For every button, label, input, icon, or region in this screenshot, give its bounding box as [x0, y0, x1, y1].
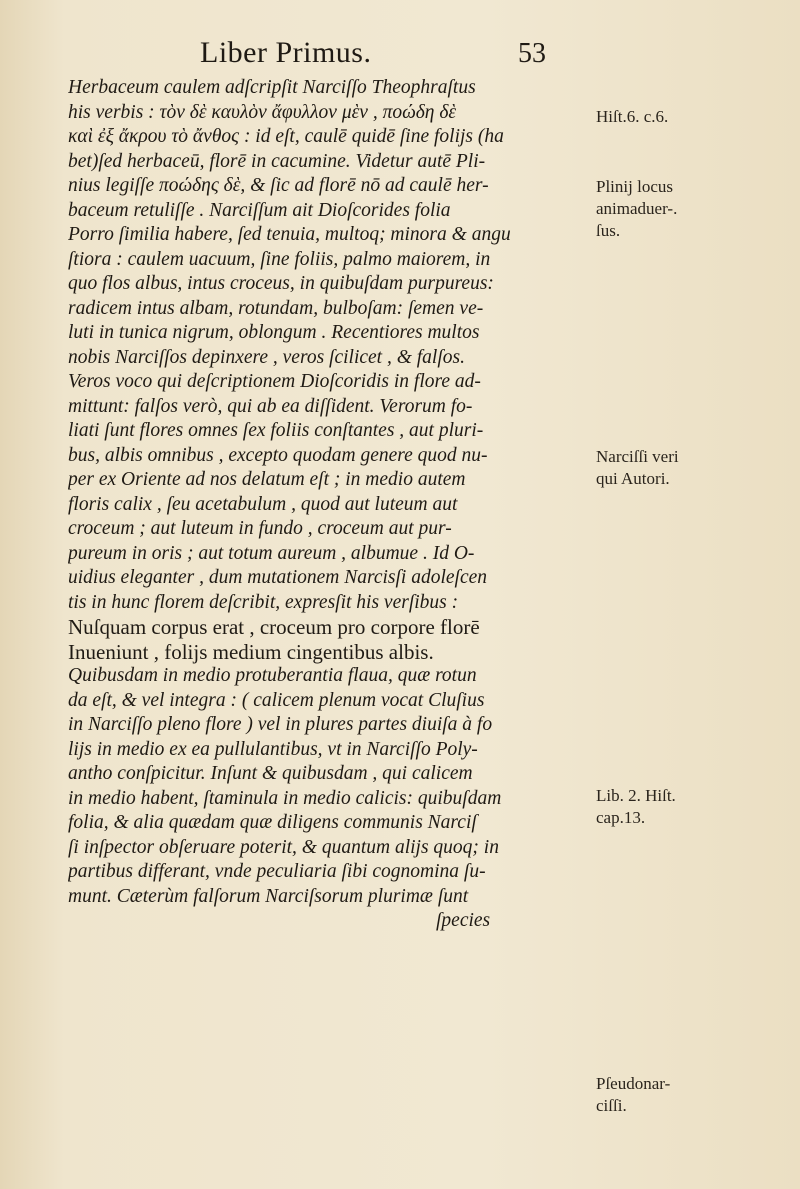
- text-line: floris calix , ſeu acetabulum , quod aut luteum aut: [68, 493, 458, 515]
- text-line: nobis Narciſſos depinxere , veros ſcilicet , & falſos.: [68, 346, 465, 368]
- running-title: Liber Primus.: [200, 36, 372, 69]
- text-line: baceum retuliſſe . Narciſſum ait Dioſcorides folia: [68, 199, 451, 221]
- text-line: per ex Oriente ad nos delatum eſt ; in medio autem: [68, 469, 466, 490]
- margin-note-line: Pſeudonar-: [596, 1074, 671, 1093]
- text-line: da eſt, & vel integra : ( calicem plenum vocat Cluſius: [68, 689, 485, 711]
- text-line: in Narciſſo pleno flore ) vel in plures partes diuiſa à fo: [68, 714, 493, 735]
- main-text-column: [68, 76, 588, 934]
- text-line: luti in tunica nigrum, oblongum . Recentiores multos: [68, 322, 480, 343]
- text-line: καὶ ἐξ ἄκρου τὸ ἄνθος : id eſt, caulē quidē ſine folijs (ha: [68, 126, 504, 147]
- text-line: partibus differant, vnde peculiaria ſibi cognomina ſu-: [68, 861, 486, 882]
- margin-note-line: Narciſſi veri: [596, 447, 679, 466]
- text-line: antho conſpicitur. Inſunt & quibusdam , qui calicem: [68, 763, 473, 784]
- margin-note-line: Plinij locus: [596, 177, 673, 196]
- text-line: ſtiora : caulem uacuum, ſine foliis, palmo maiorem, in: [68, 248, 491, 270]
- text-line: uidius eleganter , dum mutationem Narcisſi adoleſcen: [68, 567, 488, 588]
- text-line: Inueniunt , folijs medium cingentibus albis.: [68, 639, 434, 664]
- text-line: radicem intus albam, rotundam, bulboſam: ſemen ve-: [68, 297, 484, 319]
- text-line: folia, & alia quædam quæ diligens communis Narciſ: [68, 812, 477, 833]
- page-number: 53: [518, 38, 546, 69]
- margin-note-lib2: [596, 785, 796, 829]
- margin-note-pseudonarcissi: [596, 1073, 796, 1117]
- margin-note-plinii: [596, 176, 796, 242]
- text-line: Herbaceum caulem adſcripſit Narciſſo Theophraſtus: [68, 77, 476, 98]
- text-line: ſi inſpector obſeruare poterit, & quantum alijs quoq; in: [68, 836, 499, 858]
- text-line: Nuſquam corpus erat , croceum pro corpore florē: [68, 615, 480, 639]
- text-line: Porro ſimilia habere, ſed tenuia, multoq; minora & angu: [68, 224, 511, 245]
- margin-note-line: animaduer-.: [596, 199, 678, 218]
- margin-note-line: ſus.: [596, 221, 621, 240]
- margin-note-narcissi-veri: [596, 446, 796, 490]
- text-line: pureum in oris ; aut totum aureum , albumue . Id O-: [68, 542, 475, 564]
- text-line: croceum ; aut luteum in fundo , croceum aut pur-: [68, 518, 452, 539]
- text-line: in medio habent, ſtaminula in medio calicis: quibuſdam: [68, 787, 502, 809]
- running-header: [200, 36, 560, 72]
- text-line: nius legiſſe ποώδης δὲ, & ſic ad florē nō ad caulē her-: [68, 175, 489, 196]
- text-line: mittunt: falſos verò, qui ab ea diſſident. Verorum fo-: [68, 395, 473, 417]
- margin-note-line: cap.13.: [596, 808, 646, 827]
- text-line: Quibusdam in medio protuberantia flaua, quæ rotun: [68, 665, 477, 686]
- text-line: bus, albis omnibus , excepto quodam genere quod nu-: [68, 444, 488, 466]
- text-line: liati ſunt flores omnes ſex foliis conſtantes , aut pluri-: [68, 420, 484, 441]
- text-line: bet)ſed herbaceū, florē in cacumine. Videtur autē Pli-: [68, 150, 486, 172]
- margin-note-line: Lib. 2. Hiſt.: [596, 786, 676, 805]
- margin-note-line: Hiſt.6. c.6.: [596, 107, 669, 126]
- text-line: ſpecies: [436, 910, 491, 931]
- text-line: munt. Cæterùm falſorum Narciſsorum plurimæ ſunt: [68, 885, 469, 907]
- margin-note-line: ciſſi.: [596, 1096, 627, 1115]
- text-line: tis in hunc florem deſcribit, expresſit his verſibus :: [68, 591, 459, 613]
- margin-note-hist: [596, 106, 796, 128]
- text-line: Veros voco qui deſcriptionem Dioſcoridis in flore ad-: [68, 371, 481, 392]
- text-line: his verbis : τὸν δὲ καυλὸν ἄφυλλον μὲν , ποώδη δὲ: [68, 101, 457, 123]
- text-line: lijs in medio ex ea pullulantibus, vt in Narciſſo Poly-: [68, 738, 478, 760]
- margin-note-line: qui Autori.: [596, 469, 670, 488]
- text-line: quo flos albus, intus croceus, in quibuſdam purpureus:: [68, 273, 494, 294]
